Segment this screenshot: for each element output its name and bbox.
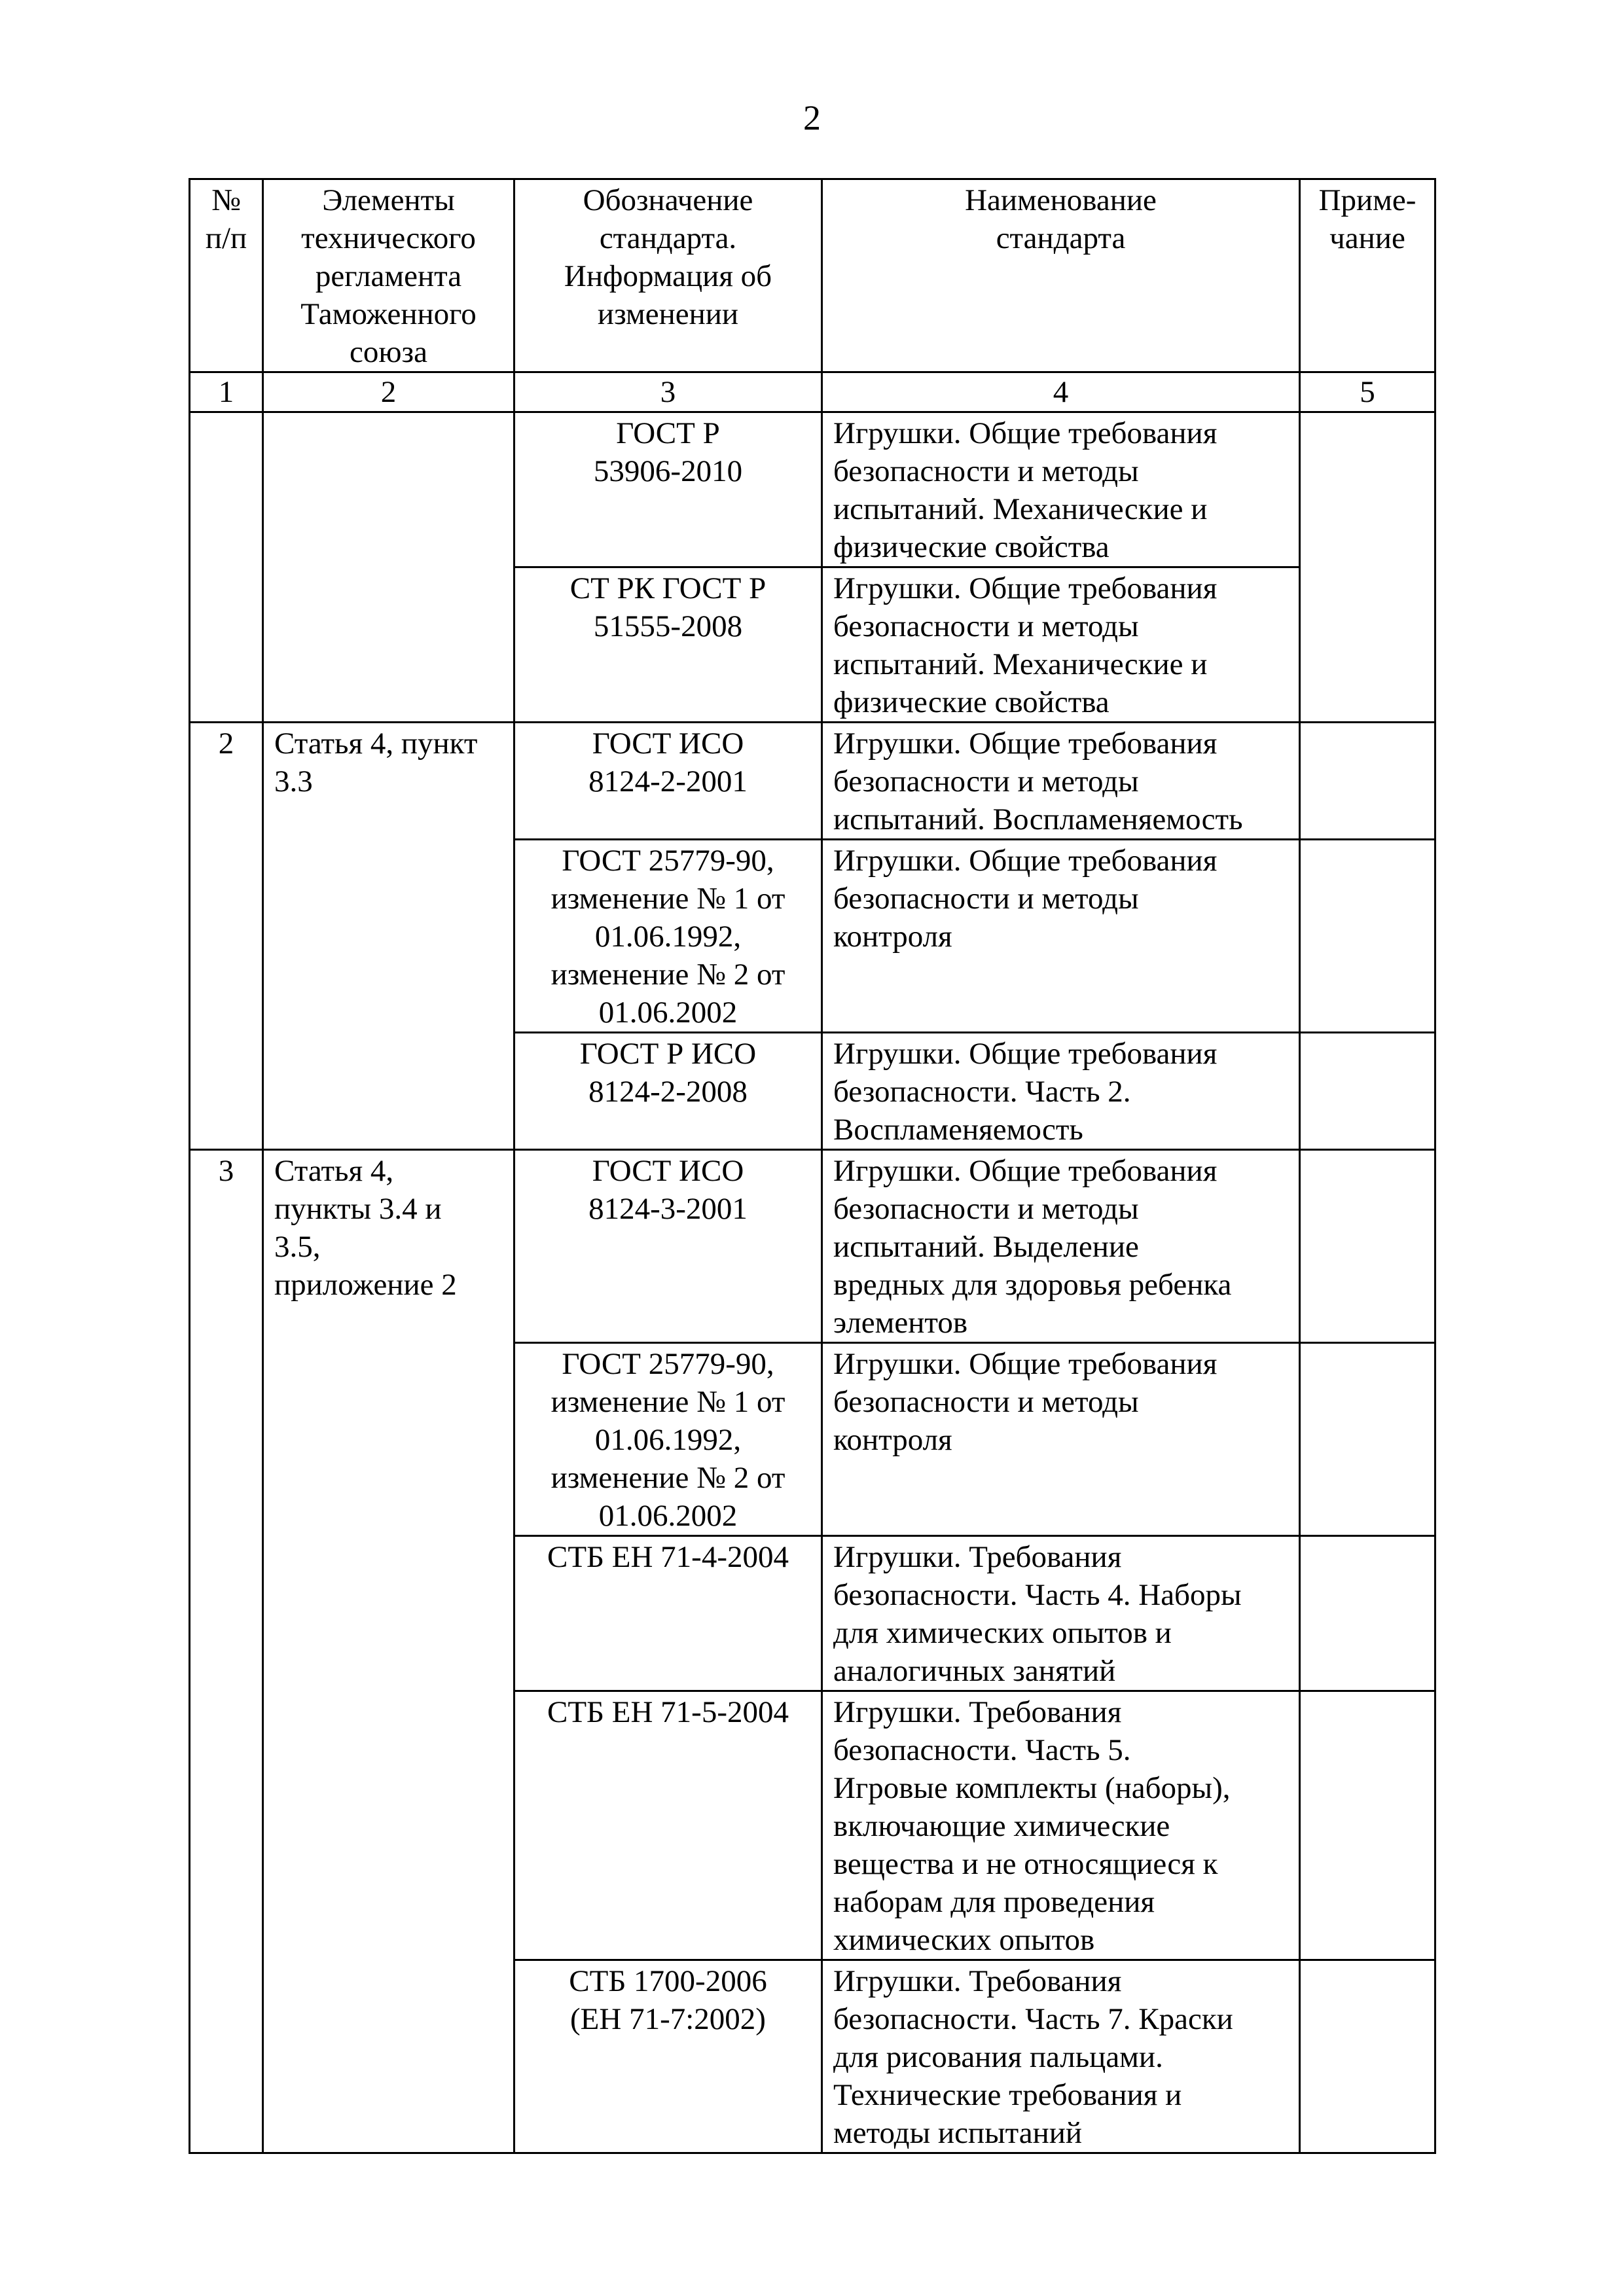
standard-name-cell: Игрушки. Общие требования безопасности и методы испытаний. Воспламеняемость (822, 723, 1300, 840)
table-row (190, 412, 1435, 567)
header-designation-cell: Обозначение стандарта. Информация об изменении (514, 179, 822, 372)
note-cell (1300, 1343, 1435, 1536)
note-cell (1300, 1960, 1435, 2153)
designation-cell: ГОСТ ИСО 8124-2-2001 (514, 723, 822, 840)
note-cell (1300, 1691, 1435, 1960)
row-element-cell (263, 412, 514, 723)
column-number: 2 (263, 372, 514, 412)
standard-name-cell: Игрушки. Требования безопасности. Часть 5. Игровые комплекты (наборы), включающие химические вещества и не относящиеся к наборам для проведения химических опытов (822, 1691, 1300, 1960)
standard-name-cell: Игрушки. Требования безопасности. Часть 4. Наборы для химических опытов и аналогичных занятий (822, 1536, 1300, 1691)
designation-cell: СТБ ЕН 71-5-2004 (514, 1691, 822, 1960)
standard-name-cell: Игрушки. Общие требования безопасности и методы контроля (822, 840, 1300, 1033)
row-element-cell: Статья 4, пункты 3.4 и 3.5, приложение 2 (263, 1150, 514, 2153)
row-number-cell: 2 (190, 723, 263, 1150)
standard-name-cell: Игрушки. Общие требования безопасности и методы испытаний. Механические и физические свойства (822, 412, 1300, 567)
table-header-row (190, 179, 1435, 372)
designation-cell: ГОСТ 25779-90, изменение № 1 от 01.06.1992, изменение № 2 от 01.06.2002 (514, 1343, 822, 1536)
header-name-cell: Наименование стандарта (822, 179, 1300, 372)
standard-name-cell: Игрушки. Требования безопасности. Часть 7. Краски для рисования пальцами. Технические требования и методы испытаний (822, 1960, 1300, 2153)
header-elements-cell: Элементы технического регламента Таможенного союза (263, 179, 514, 372)
table-row (190, 1150, 1435, 1343)
designation-cell: ГОСТ Р ИСО 8124-2-2008 (514, 1033, 822, 1150)
header-note-cell: Приме- чание (1300, 179, 1435, 372)
row-element-cell: Статья 4, пункт 3.3 (263, 723, 514, 1150)
page-number: 2 (803, 98, 821, 137)
column-number: 3 (514, 372, 822, 412)
row-number-cell (190, 412, 263, 723)
standard-name-cell: Игрушки. Общие требования безопасности и методы контроля (822, 1343, 1300, 1536)
standard-name-cell: Игрушки. Общие требования безопасности и методы испытаний. Выделение вредных для здоровья ребенка элементов (822, 1150, 1300, 1343)
note-cell (1300, 412, 1435, 723)
note-cell (1300, 1536, 1435, 1691)
column-numbers-row (190, 372, 1435, 412)
note-cell (1300, 840, 1435, 1033)
designation-cell: СТБ ЕН 71-4-2004 (514, 1536, 822, 1691)
standards-table (189, 178, 1436, 2154)
note-cell (1300, 1033, 1435, 1150)
row-number-cell: 3 (190, 1150, 263, 2153)
designation-cell: СТБ 1700-2006 (ЕН 71-7:2002) (514, 1960, 822, 2153)
standard-name-cell: Игрушки. Общие требования безопасности. Часть 2. Воспламеняемость (822, 1033, 1300, 1150)
table-row (190, 723, 1435, 840)
column-number: 5 (1300, 372, 1435, 412)
header-number-cell: № п/п (190, 179, 263, 372)
designation-cell: ГОСТ Р 53906-2010 (514, 412, 822, 567)
note-cell (1300, 1150, 1435, 1343)
standard-name-cell: Игрушки. Общие требования безопасности и методы испытаний. Механические и физические свойства (822, 567, 1300, 723)
column-number: 1 (190, 372, 263, 412)
designation-cell: СТ РК ГОСТ Р 51555-2008 (514, 567, 822, 723)
designation-cell: ГОСТ 25779-90, изменение № 1 от 01.06.1992, изменение № 2 от 01.06.2002 (514, 840, 822, 1033)
designation-cell: ГОСТ ИСО 8124-3-2001 (514, 1150, 822, 1343)
note-cell (1300, 723, 1435, 840)
column-number: 4 (822, 372, 1300, 412)
